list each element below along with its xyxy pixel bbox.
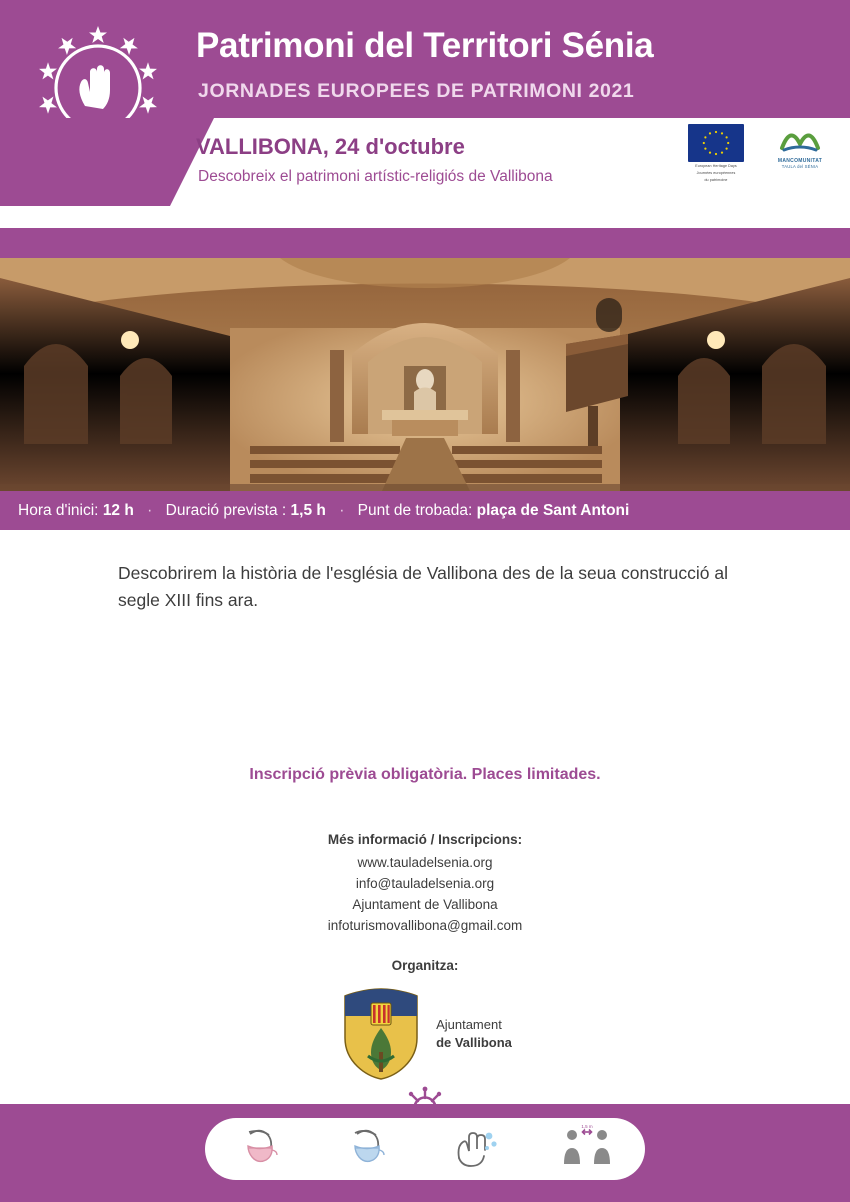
contact-email[interactable]: info@tauladelsenia.org [355, 875, 495, 891]
eu-logo-caption-1: European Heritage Days [695, 164, 737, 168]
face-mask-person-icon [341, 1124, 391, 1175]
contact-tourism-email[interactable]: infoturismovallibona@gmail.com [327, 917, 523, 933]
mancomunitat-logo [764, 126, 836, 169]
event-info-bar [0, 491, 850, 530]
covid-measures-footer [0, 1104, 850, 1202]
meeting-point-label: Punt de trobada: [357, 501, 473, 519]
church-interior-photo [0, 258, 850, 491]
contact-organization: Ajuntament de Vallibona [352, 896, 498, 912]
hand-wash-icon [449, 1124, 501, 1175]
info-separator-1: · [147, 501, 153, 519]
duration-label: Duració prevista : [165, 501, 287, 519]
face-mask-person-icon [234, 1124, 284, 1175]
organizer-label: Organitza: [391, 958, 459, 973]
contact-website[interactable]: www.tauladelsenia.org [357, 854, 493, 870]
european-heritage-days-logo [684, 124, 748, 182]
poster-header [0, 0, 850, 206]
event-description: Descobreix el patrimoni artístic-religiós de Vallibona [198, 168, 553, 185]
event-city-date: VALLIBONA, 24 d'octubre [196, 134, 465, 159]
duration-value: 1,5 h [290, 501, 326, 519]
mancomunitat-name: MANCOMUNITAT [777, 158, 823, 164]
contact-heading: Més informació / Inscripcions: [327, 832, 523, 847]
vallibona-coat-of-arms [338, 986, 424, 1082]
eu-logo-caption-3: du patrimoine [704, 177, 728, 182]
info-separator-2: · [339, 501, 345, 519]
meeting-point-value: plaça de Sant Antoni [476, 501, 630, 519]
page-title: Patrimoni del Territori Sénia [196, 26, 654, 65]
page-subtitle: JORNADES EUROPEES DE PATRIMONI 2021 [198, 80, 635, 102]
band-purple-wedge [0, 118, 170, 206]
start-time-label: Hora d'inici: [18, 501, 99, 519]
mancomunitat-mark-icon [764, 126, 836, 156]
eu-flag-icon [688, 124, 744, 162]
organizer-name-line2: de Vallibona [436, 1035, 512, 1050]
contact-block [0, 830, 850, 937]
registration-note: Inscripció prèvia obligatòria. Places limitades. [249, 766, 601, 783]
organizer-name [436, 1016, 512, 1051]
purple-separator-band [0, 228, 850, 258]
svg-text:1,5 m: 1,5 m [581, 1123, 593, 1129]
covid-measures-card [205, 1118, 645, 1180]
start-time-value: 12 h [102, 501, 134, 519]
activity-description: Descobrirem la història de l'església de Vallibona des de la seua construcció al segle XIII fins ara. [118, 563, 729, 611]
header-top [0, 0, 850, 118]
eu-logo-caption-2: Journées européennes [696, 170, 736, 175]
mancomunitat-subname: TAULA del SÉNIA [781, 164, 819, 169]
organizer-name-line1: Ajuntament [436, 1017, 502, 1033]
organizer-logo-block [0, 986, 850, 1082]
social-distance-icon [558, 1124, 616, 1175]
